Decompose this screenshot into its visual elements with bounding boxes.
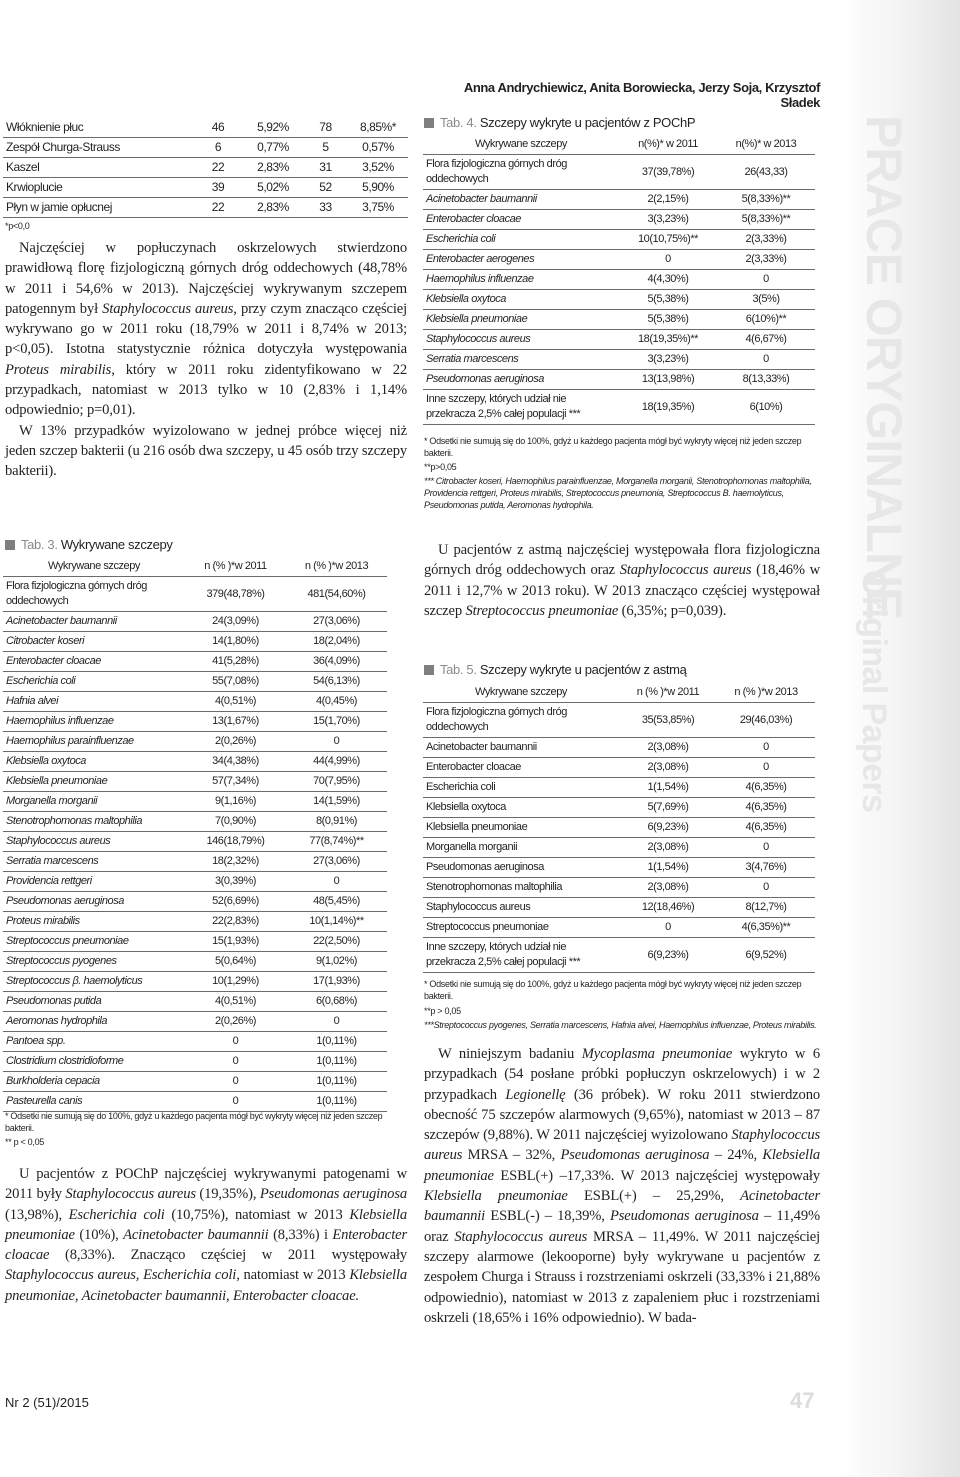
value-2013: 0 bbox=[763, 761, 769, 773]
value-2011: 4(0,51%) bbox=[214, 695, 257, 707]
table-row bbox=[3, 1052, 387, 1072]
value-2011: 18(2,32%) bbox=[212, 855, 259, 867]
value-2013: 14(1,59%) bbox=[313, 795, 360, 807]
strain-name: Haemophilus parainfluenzae bbox=[6, 735, 134, 747]
value-2013: 17(1,93%) bbox=[313, 975, 360, 987]
value-2011: 5(0,64%) bbox=[214, 955, 257, 967]
table-row bbox=[423, 350, 815, 370]
table-row bbox=[3, 632, 387, 652]
value-2013: 6(10%)** bbox=[745, 313, 787, 325]
value-2011: 18(19,35%)** bbox=[637, 333, 699, 345]
value-2011: 379(48,78%) bbox=[206, 587, 265, 600]
table-row bbox=[3, 852, 387, 872]
strain-name: Streptococcus pneumoniae bbox=[426, 921, 549, 933]
table-row bbox=[3, 652, 387, 672]
value-2011: 10(1,29%) bbox=[212, 975, 259, 987]
table-row bbox=[3, 1092, 387, 1112]
value-2013: 0 bbox=[333, 735, 340, 747]
strain-name: Streptococcus β. haemolyticus bbox=[6, 975, 143, 987]
table-row bbox=[3, 138, 408, 158]
value-2013: 6(0,68%) bbox=[315, 995, 358, 1007]
value-2013: 26(43,33) bbox=[744, 165, 788, 178]
value-2013: 44(4,99%) bbox=[313, 755, 360, 767]
value-2011: 6(9,23%) bbox=[647, 821, 689, 833]
cell-value: 22 bbox=[211, 200, 225, 214]
value-2011: 9(1,16%) bbox=[214, 795, 257, 807]
value-2011: 0 bbox=[232, 1035, 239, 1047]
value-2011: 2(3,08%) bbox=[647, 881, 689, 893]
value-2011: 4(4,30%) bbox=[647, 273, 689, 285]
table-row bbox=[3, 772, 387, 792]
strain-name: Acinetobacter baumannii bbox=[426, 193, 537, 205]
tab5-footnote-2: **p > 0,05 bbox=[424, 1006, 461, 1016]
strain-name: Citrobacter koseri bbox=[6, 635, 85, 647]
strain-name: Acinetobacter baumannii bbox=[6, 615, 117, 627]
value-2011: 14(1,80%) bbox=[212, 635, 259, 647]
table-row bbox=[423, 738, 815, 758]
table-row bbox=[423, 878, 815, 898]
tab4-body bbox=[423, 155, 815, 425]
value-2013: 0 bbox=[333, 1015, 340, 1027]
table-row bbox=[423, 798, 815, 818]
value-2011: 0 bbox=[232, 1095, 239, 1107]
value-2013: 5(8,33%)** bbox=[741, 193, 791, 205]
tab5-header-2011: n (% )*w 2011 bbox=[636, 686, 700, 698]
table-row bbox=[3, 158, 408, 178]
value-2013: 0 bbox=[333, 875, 340, 887]
strain-name: Klebsiella oxytoca bbox=[6, 755, 86, 767]
strain-name: Flora fizjologiczna górnych dróg oddechowych bbox=[426, 158, 567, 185]
cell-value: 22 bbox=[211, 160, 225, 174]
value-2013: 27(3,06%) bbox=[313, 855, 360, 867]
table-row bbox=[3, 932, 387, 952]
value-2011: 57(7,34%) bbox=[212, 775, 259, 787]
value-2011: 1(1,54%) bbox=[647, 861, 689, 873]
value-2011: 35(53,85%) bbox=[641, 713, 695, 726]
strain-name: Providencia rettgeri bbox=[6, 875, 92, 887]
value-2013: 4(6,67%) bbox=[745, 333, 787, 345]
top-table bbox=[3, 118, 408, 218]
table-row bbox=[423, 703, 815, 738]
cell-value: 33 bbox=[319, 200, 332, 214]
value-2013: 36(4,09%) bbox=[313, 655, 360, 667]
tab4-header-strain: Wykrywane szczepy bbox=[475, 138, 567, 150]
cell-value: 2,83% bbox=[257, 200, 289, 214]
strain-name: Streptococcus pneumoniae bbox=[6, 935, 129, 947]
table-row bbox=[3, 892, 387, 912]
strain-name: Staphylococcus aureus bbox=[426, 901, 531, 913]
tab3-footnote-2: ** p < 0,05 bbox=[5, 1137, 44, 1147]
table-row bbox=[3, 792, 387, 812]
value-2011: 146(18,79%) bbox=[206, 835, 265, 847]
strain-name: Enterobacter cloacae bbox=[426, 761, 521, 773]
left-paragraph-1: Najczęściej w popłuczynach oskrzelowych stwierdzono prawidłową florę fizjologiczną górnych dróg oddechowych (48,78% w 2011 i 54,6% w 2013). Najczęściej wykrywanym szczepem patogennym był Staphylococcus aureus, przy czym znacząco częściej wykrywano go w 2011 roku (18,79% w 2011 i 8,74% w 2013; p<0,05). Istotna statystycznie różnica dotyczyła występowania Proteus mirabilis, który w 2011 roku zidentyfikowano w 22 przypadkach, natomiast w 2013 tylko w 10 (2,83% i 1,14% odpowiednio; p=0,01). W 13% przypadków wyizolowano w jednej próbce więcej niż jeden szczep bakterii (u 216 osób dwa szczepy, u 45 osób trzy szczepy bakterii). bbox=[5, 240, 408, 480]
side-banner-secondary: Original Papers bbox=[855, 570, 893, 813]
value-2011: 10(10,75%)** bbox=[637, 233, 699, 245]
table-row bbox=[423, 838, 815, 858]
strain-name: Stenotrophomonas maltophilia bbox=[426, 881, 562, 893]
table-row bbox=[423, 210, 815, 230]
table-row bbox=[3, 1032, 387, 1052]
value-2011: 13(1,67%) bbox=[212, 715, 259, 727]
page-number: 47 bbox=[790, 1388, 815, 1413]
tab3-footnote-1: * Odsetki nie sumują się do 100%, gdyż u każdego pacjenta mógł być wykryty więcej niż jeden szczep bakterii. bbox=[5, 1111, 383, 1133]
strain-name: Acinetobacter baumannii bbox=[426, 741, 537, 753]
value-2011: 0 bbox=[665, 253, 671, 265]
value-2011: 37(39,78%) bbox=[641, 165, 695, 178]
row-label: Krwioplucie bbox=[6, 180, 63, 194]
strain-name: Staphylococcus aureus bbox=[6, 835, 111, 847]
table-row bbox=[3, 1012, 387, 1032]
table-row bbox=[3, 832, 387, 852]
strain-name: Hafnia alvei bbox=[6, 695, 59, 707]
value-2011: 2(0,26%) bbox=[214, 735, 257, 747]
tab5-footnote-1: * Odsetki nie sumują się do 100%, gdyż u każdego pacjenta mógł być wykryty więcej niż jeden szczep bakterii. bbox=[424, 979, 802, 1001]
tab4-footnote-2: **p>0,05 bbox=[424, 462, 457, 472]
row-label: Włóknienie płuc bbox=[6, 120, 84, 134]
tab4-footnote-1: * Odsetki nie sumują się do 100%, gdyż u każdego pacjenta mógł być wykryty więcej niż jeden szczep bakterii. bbox=[424, 436, 802, 458]
value-2013: 8(0,91%) bbox=[315, 815, 358, 827]
strain-name: Klebsiella pneumoniae bbox=[426, 313, 528, 325]
table-row bbox=[423, 758, 815, 778]
tab4-header-2013: n(%)* w 2013 bbox=[735, 138, 797, 150]
tab3-header-strain: Wykrywane szczepy bbox=[48, 560, 140, 572]
table-row bbox=[423, 778, 815, 798]
table-row bbox=[423, 155, 815, 190]
table-row bbox=[3, 692, 387, 712]
tab5-table bbox=[423, 683, 815, 973]
value-2013: 0 bbox=[763, 841, 769, 853]
value-2013: 3(4,76%) bbox=[745, 861, 787, 873]
value-2011: 24(3,09%) bbox=[212, 615, 259, 627]
strain-name: Pseudomonas aeruginosa bbox=[426, 861, 544, 873]
value-2011: 1(1,54%) bbox=[647, 781, 689, 793]
value-2013: 4(0,45%) bbox=[315, 695, 358, 707]
cell-value: 5,02% bbox=[257, 180, 289, 194]
table-row bbox=[3, 1072, 387, 1092]
tab4-footnote-3: *** Citrobacter koseri, Haemophilus parainfluenzae, Morganella morganii, Stenotrophomonas maltophilia, Providencia rettgeri, Proteus mirabilis, Streptococcus pneumonia, Streptococcus B. haemolyticus, Pseudomonas putida, Aeromonas hydrophila. bbox=[424, 476, 812, 510]
tab3-body bbox=[3, 577, 387, 1112]
value-2011: 55(7,08%) bbox=[212, 675, 259, 687]
tab4-header-2011: n(%)* w 2011 bbox=[638, 138, 698, 150]
table-row bbox=[423, 250, 815, 270]
value-2011: 5(5,38%) bbox=[647, 313, 689, 325]
cell-value: 5,90% bbox=[362, 180, 394, 194]
cell-value: 6 bbox=[214, 140, 222, 154]
tab3-table bbox=[3, 557, 387, 1112]
value-2011: 3(0,39%) bbox=[214, 875, 257, 887]
cell-value: 5,92% bbox=[257, 120, 289, 134]
value-2013: 4(6,35%) bbox=[745, 781, 787, 793]
strain-name: Klebsiella pneumoniae bbox=[426, 821, 528, 833]
table-row bbox=[423, 290, 815, 310]
strain-name: Serratia marcescens bbox=[426, 353, 519, 365]
table-row bbox=[3, 952, 387, 972]
table-row bbox=[3, 812, 387, 832]
value-2013: 481(54,60%) bbox=[307, 587, 366, 600]
table-row bbox=[423, 330, 815, 350]
value-2013: 4(6,35%) bbox=[745, 801, 787, 813]
strain-name: Inne szczepy, których udział nie przekracza 2,5% całej populacji *** bbox=[426, 941, 581, 968]
value-2011: 2(2,15%) bbox=[647, 193, 689, 205]
strain-name: Pseudomonas aeruginosa bbox=[426, 373, 544, 385]
strain-name: Haemophilus influenzae bbox=[426, 273, 534, 285]
cell-value: 3,52% bbox=[362, 160, 394, 174]
right-paragraph-2: W niniejszym badaniu Mycoplasma pneumoniae wykryto w 6 przypadkach (54 posłane próbki popłuczyn oskrzelowych) i w 2 przypadkach Legionellę (36 próbek). W roku 2011 stwierdzono obecność 75 szczepów alarmowych (9,65%), natomiast w 2013 – 87 szczepów (9,88%). W 2011 najczęściej wyizolowano Staphylococcus aureus MRSA – 32%, Pseudomonas aeruginosa – 24%, Klebsiella pneumoniae ESBL(+) –17,33%. W 2013 najczęściej występowały Klebsiella pneumoniae ESBL(+) – 25,29%, Acinetobacter baumannii ESBL(-) – 18,39%, Pseudomonas aeruginosa – 11,49% oraz Staphylococcus aureus MRSA – 11,49%. W 2011 najczęściej szczepy alarmowe (lekooporne) były wykrywane u pacjentów z zespołem Churga i Strauss i rozstrzeniami oskrzeli (33,33% i 21,88% odpowiednio), natomiast w 2013 z zapaleniem płuc i rozstrzeniami oskrzeli (18,65% i 16% odpowiednio). W bada- bbox=[424, 1046, 821, 1326]
cell-value: 2,83% bbox=[257, 160, 289, 174]
left-paragraph-2: U pacjentów z POChP najczęściej wykrywanymi patogenami w 2011 były Staphylococcus aureus (19,35%), Pseudomonas aeruginosa (13,98%), Escherichia coli (10,75%), natomiast w 2013 Klebsiella pneumoniae (10%), Acinetobacter baumannii (8,33%) i Enterobacter cloacae (8,33%). Znacząco częściej w 2011 występowały Staphylococcus aureus, Escherichia coli, natomiast w 2013 Klebsiella pneumoniae, Acinetobacter baumannii, Enterobacter cloacae. bbox=[5, 1166, 408, 1304]
value-2011: 0 bbox=[232, 1075, 239, 1087]
tab4-table bbox=[423, 135, 815, 425]
strain-name: Staphylococcus aureus bbox=[426, 333, 531, 345]
strain-name: Klebsiella oxytoca bbox=[426, 293, 506, 305]
tab5-footnote-3: ***Streptococcus pyogenes, Serratia marcescens, Hafnia alvei, Haemophilus influenzae, Proteus mirabilis. bbox=[424, 1020, 817, 1030]
value-2011: 6(9,23%) bbox=[647, 948, 689, 961]
top-table-body bbox=[3, 118, 408, 218]
cell-value: 3,75% bbox=[362, 200, 394, 214]
right-paragraph-1: U pacjentów z astmą najczęściej występowała flora fizjologiczna górnych dróg oddechowych oraz Staphylococcus aureus (18,46% w 2011 i 12,7% w 2013 roku). W 2013 znacząco częściej występował szczep Streptococcus pneumoniae (6,35%; p=0,039). bbox=[424, 542, 820, 619]
tab5-caption: Tab. 5. Szczepy wykryte u pacjentów z astmą bbox=[424, 662, 687, 677]
table-row bbox=[3, 118, 408, 138]
strain-name: Streptococcus pyogenes bbox=[6, 955, 117, 967]
strain-name: Serratia marcescens bbox=[6, 855, 99, 867]
cell-value: 46 bbox=[211, 120, 225, 134]
value-2013: 4(6,35%) bbox=[745, 821, 787, 833]
strain-name: Flora fizjologiczna górnych dróg oddechowych bbox=[426, 706, 567, 733]
strain-name: Morganella morganii bbox=[6, 795, 98, 807]
strain-name: Klebsiella pneumoniae bbox=[6, 775, 108, 787]
running-header-authors: Anna Andrychiewicz, Anita Borowiecka, Jerzy Soja, Krzysztof Sładek bbox=[463, 80, 820, 110]
value-2011: 18(19,35%) bbox=[641, 400, 695, 413]
table-row bbox=[3, 972, 387, 992]
table-row bbox=[423, 898, 815, 918]
strain-name: Haemophilus influenzae bbox=[6, 715, 114, 727]
value-2013: 48(5,45%) bbox=[313, 895, 360, 907]
tab5-header-2013: n (% )*w 2013 bbox=[734, 686, 798, 698]
table-row bbox=[3, 612, 387, 632]
value-2013: 70(7,95%) bbox=[313, 775, 360, 787]
value-2011: 3(3,23%) bbox=[647, 353, 689, 365]
caption-square-icon bbox=[424, 665, 434, 675]
value-2011: 15(1,93%) bbox=[212, 935, 259, 947]
strain-name: Pseudomonas putida bbox=[6, 995, 102, 1007]
value-2013: 1(0,11%) bbox=[316, 1035, 357, 1047]
cell-value: 5 bbox=[322, 140, 329, 154]
value-2013: 6(10%) bbox=[749, 400, 783, 413]
row-label: Kaszel bbox=[6, 160, 40, 174]
value-2011: 2(3,08%) bbox=[647, 761, 689, 773]
value-2011: 52(6,69%) bbox=[212, 895, 259, 907]
value-2013: 1(0,11%) bbox=[316, 1095, 357, 1107]
strain-name: Enterobacter cloacae bbox=[426, 213, 521, 225]
table-row bbox=[423, 938, 815, 973]
value-2013: 1(0,11%) bbox=[316, 1075, 357, 1087]
value-2011: 5(7,69%) bbox=[647, 801, 689, 813]
table-row bbox=[3, 912, 387, 932]
row-label: Zespół Churga-Strauss bbox=[6, 140, 120, 154]
value-2013: 6(9,52%) bbox=[745, 948, 787, 961]
caption-square-icon bbox=[424, 118, 434, 128]
strain-name: Pasteurella canis bbox=[6, 1095, 83, 1107]
strain-name: Clostridium clostridioforme bbox=[6, 1055, 124, 1067]
strain-name: Stenotrophomonas maltophilia bbox=[6, 815, 142, 827]
value-2013: 9(1,02%) bbox=[315, 955, 358, 967]
value-2011: 3(3,23%) bbox=[647, 213, 689, 225]
table-row bbox=[423, 190, 815, 210]
table-row bbox=[3, 732, 387, 752]
table-row bbox=[3, 198, 408, 218]
value-2013: 27(3,06%) bbox=[313, 615, 360, 627]
value-2013: 2(3,33%) bbox=[745, 253, 787, 265]
table-row bbox=[423, 270, 815, 290]
strain-name: Proteus mirabilis bbox=[6, 915, 80, 927]
value-2011: 13(13,98%) bbox=[641, 373, 695, 385]
value-2011: 2(3,08%) bbox=[647, 841, 689, 853]
table-row bbox=[423, 858, 815, 878]
value-2011: 41(5,28%) bbox=[212, 655, 259, 667]
value-2013: 4(6,35%)** bbox=[741, 921, 791, 933]
top-table-footnote: *p<0,0 bbox=[5, 221, 30, 231]
row-label: Płyn w jamie opłucnej bbox=[6, 200, 112, 214]
strain-name: Morganella morganii bbox=[426, 841, 518, 853]
cell-value: 0,57% bbox=[362, 140, 394, 154]
table-row bbox=[3, 712, 387, 732]
value-2011: 22(2,83%) bbox=[212, 915, 259, 927]
value-2013: 3(5%) bbox=[752, 293, 780, 305]
cell-value: 0,77% bbox=[257, 140, 289, 154]
value-2013: 0 bbox=[763, 353, 769, 365]
cell-value: 39 bbox=[211, 180, 225, 194]
value-2013: 0 bbox=[763, 741, 769, 753]
value-2011: 2(0,26%) bbox=[214, 1015, 257, 1027]
value-2013: 0 bbox=[763, 881, 769, 893]
value-2011: 7(0,90%) bbox=[214, 815, 257, 827]
cell-value: 52 bbox=[319, 180, 332, 194]
side-banner-primary: PRACE ORYGINALNE bbox=[856, 115, 912, 620]
table-row bbox=[3, 872, 387, 892]
value-2011: 0 bbox=[232, 1055, 239, 1067]
tab3-header-2013: n (% )*w 2013 bbox=[304, 560, 369, 572]
value-2013: 1(0,11%) bbox=[316, 1055, 357, 1067]
value-2011: 2(3,08%) bbox=[647, 741, 689, 753]
table-row bbox=[423, 370, 815, 390]
value-2013: 18(2,04%) bbox=[313, 635, 360, 647]
table-row bbox=[3, 992, 387, 1012]
strain-name: Escherichia coli bbox=[426, 781, 496, 793]
table-row bbox=[423, 310, 815, 330]
tab3-caption: Tab. 3. Wykrywane szczepy bbox=[5, 537, 173, 552]
strain-name: Pantoea spp. bbox=[6, 1035, 66, 1047]
value-2013: 0 bbox=[763, 273, 769, 285]
value-2013: 5(8,33%)** bbox=[741, 213, 791, 225]
strain-name: Pseudomonas aeruginosa bbox=[6, 895, 124, 907]
table-row bbox=[3, 577, 387, 612]
caption-square-icon bbox=[5, 540, 15, 550]
table-row bbox=[423, 918, 815, 938]
strain-name: Burkholderia cepacia bbox=[6, 1075, 100, 1087]
tab5-body bbox=[423, 703, 815, 973]
table-row bbox=[423, 230, 815, 250]
table-row bbox=[423, 818, 815, 838]
tab4-caption: Tab. 4. Szczepy wykryte u pacjentów z POChP bbox=[424, 115, 695, 130]
value-2013: 15(1,70%) bbox=[313, 715, 360, 727]
value-2011: 12(18,46%) bbox=[641, 901, 695, 913]
strain-name: Klebsiella oxytoca bbox=[426, 801, 506, 813]
cell-value: 78 bbox=[319, 120, 332, 134]
table-row bbox=[3, 752, 387, 772]
value-2013: 2(3,33%) bbox=[745, 233, 787, 245]
value-2011: 5(5,38%) bbox=[647, 293, 689, 305]
strain-name: Escherichia coli bbox=[426, 233, 496, 245]
value-2011: 4(0,51%) bbox=[214, 995, 257, 1007]
value-2013: 22(2,50%) bbox=[313, 935, 360, 947]
strain-name: Inne szczepy, których udział nie przekracza 2,5% całej populacji *** bbox=[426, 393, 581, 420]
footer-issue: Nr 2 (51)/2015 bbox=[5, 1395, 89, 1410]
strain-name: Flora fizjologiczna górnych dróg oddechowych bbox=[6, 580, 147, 607]
table-row bbox=[423, 390, 815, 425]
tab5-header-strain: Wykrywane szczepy bbox=[475, 686, 567, 698]
strain-name: Enterobacter cloacae bbox=[6, 655, 101, 667]
value-2013: 77(8,74%)** bbox=[309, 835, 364, 847]
cell-value: 31 bbox=[319, 160, 332, 174]
value-2013: 8(13,33%) bbox=[742, 373, 790, 385]
value-2011: 0 bbox=[665, 921, 671, 933]
value-2013: 29(46,03%) bbox=[739, 713, 793, 726]
value-2013: 54(6,13%) bbox=[313, 675, 360, 687]
value-2011: 34(4,38%) bbox=[212, 755, 259, 767]
value-2013: 10(1,14%)** bbox=[309, 915, 364, 927]
strain-name: Aeromonas hydrophila bbox=[6, 1015, 108, 1027]
tab3-header-2011: n (% )*w 2011 bbox=[204, 560, 267, 572]
strain-name: Escherichia coli bbox=[6, 675, 76, 687]
table-row bbox=[3, 178, 408, 198]
cell-value: 8,85%* bbox=[360, 120, 396, 134]
value-2013: 8(12,7%) bbox=[745, 901, 787, 913]
strain-name: Enterobacter aerogenes bbox=[426, 253, 535, 265]
table-row bbox=[3, 672, 387, 692]
